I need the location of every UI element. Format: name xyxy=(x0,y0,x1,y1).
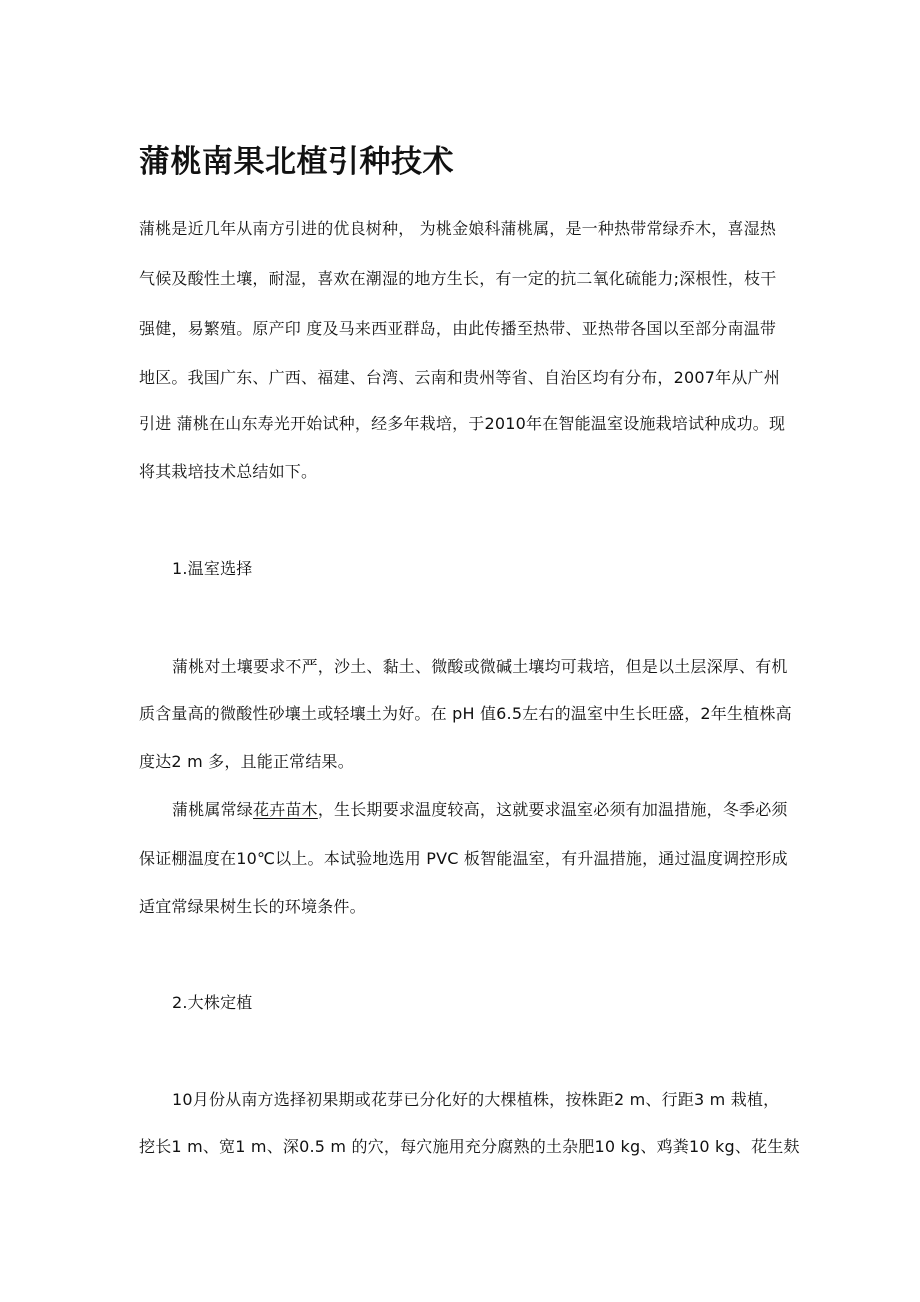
paragraph-line: 蒲桃对土壤要求不严，沙土、黏土、微酸或微碱土壤均可栽培，但是以土层深厚、有机 xyxy=(172,657,788,676)
paragraph-text: 蒲桃属常绿 xyxy=(172,800,254,819)
intro-line: 强健，易繁殖。原产印 度及马来西亚群岛，由此传播至热带、亚热带各国以至部分南温带 xyxy=(139,319,777,338)
section-heading: 1.温室选择 xyxy=(172,559,253,578)
paragraph-line: 保证棚温度在10℃以上。本试验地选用 PVC 板智能温室，有升温措施，通过温度调控形成 xyxy=(139,849,788,868)
intro-line: 将其栽培技术总结如下。 xyxy=(139,462,318,481)
intro-line: 引进 蒲桃在山东寿光开始试种，经多年栽培，于2010年在智能温室设施栽培试种成功。现 xyxy=(139,414,786,433)
intro-line: 气候及酸性土壤，耐湿，喜欢在潮湿的地方生长，有一定的抗二氧化硫能力;深根性，枝干 xyxy=(139,269,777,288)
section-heading: 2.大株定植 xyxy=(172,993,253,1012)
intro-line: 地区。我国广东、广西、福建、台湾、云南和贵州等省、自治区均有分布，2007年从广州 xyxy=(139,368,780,387)
intro-line: 蒲桃是近几年从南方引进的优良树种， 为桃金娘科蒲桃属，是一种热带常绿乔木，喜湿热 xyxy=(139,219,777,238)
paragraph-line xyxy=(172,798,788,822)
paragraph-line: 适宜常绿果树生长的环境条件。 xyxy=(139,897,366,916)
paragraph-line: 质含量高的微酸性砂壤土或轻壤土为好。在 pH 值6.5左右的温室中生长旺盛，2年生植株高 xyxy=(139,704,792,723)
paragraph-text: ，生长期要求温度较高，这就要求温室必须有加温措施，冬季必须 xyxy=(317,800,788,819)
paragraph-line: 10月份从南方选择初果期或花芽已分化好的大棵植株，按株距2 m、行距3 m 栽植， xyxy=(172,1090,780,1109)
hyperlink-text[interactable]: 花卉苗木 xyxy=(253,800,318,819)
document-title: 蒲桃南果北植引种技术 xyxy=(139,144,454,180)
paragraph-line: 度达2 m 多，且能正常结果。 xyxy=(139,752,354,771)
paragraph-line: 挖长1 m、宽1 m、深0.5 m 的穴，每穴施用充分腐熟的土杂肥10 kg、鸡粪10 kg、花生麸 xyxy=(139,1137,800,1156)
